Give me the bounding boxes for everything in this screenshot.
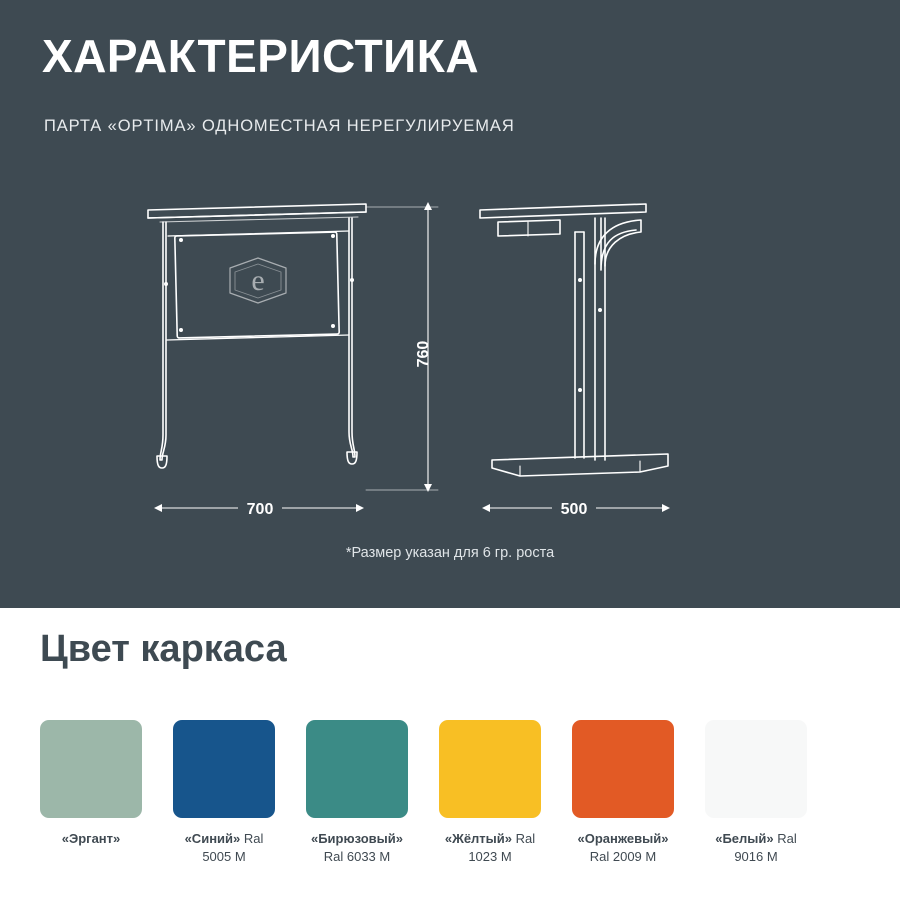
swatch-list <box>40 720 866 865</box>
color-swatch-orange[interactable] <box>572 720 674 818</box>
swatch-caption <box>173 830 275 865</box>
size-note: *Размер указан для 6 гр. роста <box>345 545 555 561</box>
list-item[interactable] <box>40 720 142 865</box>
product-subtitle: ПАРТА «OPTIMA» ОДНОМЕСТНАЯ НЕРЕГУЛИРУЕМАЯ <box>44 117 515 135</box>
color-swatch-blue[interactable] <box>173 720 275 818</box>
swatch-name: «Оранжевый» <box>577 831 669 846</box>
color-swatch-white[interactable] <box>705 720 807 818</box>
swatch-caption <box>306 830 408 865</box>
swatch-caption <box>439 830 541 865</box>
dimension-height-label: 760 <box>415 340 432 368</box>
swatch-name: «Белый» <box>715 831 774 846</box>
list-item[interactable] <box>572 720 674 865</box>
color-swatch-turquoise[interactable] <box>306 720 408 818</box>
list-item[interactable] <box>306 720 408 865</box>
swatch-code: Ral 5005 М <box>202 831 264 864</box>
dimension-width-label: 700 <box>246 501 274 518</box>
swatch-code: Ral 6033 М <box>323 848 391 864</box>
side-base <box>492 454 668 476</box>
swatch-name: «Жёлтый» <box>444 831 513 846</box>
color-swatch-ergant[interactable] <box>40 720 142 818</box>
swatch-name: «Бирюзовый» <box>310 831 403 846</box>
list-item[interactable] <box>173 720 275 865</box>
page-title: ХАРАКТЕРИСТИКА <box>42 30 480 82</box>
svg-text:e: e <box>251 264 265 297</box>
front-left-leg <box>160 222 166 460</box>
frame-color-section <box>0 608 900 900</box>
color-swatch-yellow[interactable] <box>439 720 541 818</box>
swatch-name: «Эргант» <box>61 831 121 846</box>
dimension-depth-label: 500 <box>560 501 588 518</box>
drawing-svg <box>0 160 900 580</box>
side-post-outer <box>601 218 636 270</box>
swatch-name: «Синий» <box>184 831 241 846</box>
swatch-caption <box>705 830 807 865</box>
brand-hex-logo <box>230 258 286 303</box>
swatch-caption <box>40 830 142 848</box>
side-tabletop <box>480 204 646 218</box>
swatch-code: Ral 1023 М <box>468 831 536 864</box>
side-rear-leg <box>575 232 584 458</box>
side-bolts <box>578 278 602 392</box>
swatch-caption <box>572 830 674 865</box>
front-tabletop <box>148 204 366 218</box>
list-item[interactable] <box>439 720 541 865</box>
swatch-code: Ral 9016 М <box>734 831 797 864</box>
frame-color-title: Цвет каркаса <box>40 628 287 670</box>
swatch-code: Ral 2009 М <box>589 848 657 864</box>
front-right-leg <box>349 218 355 457</box>
technical-drawing <box>0 160 900 580</box>
list-item[interactable] <box>705 720 807 865</box>
side-bracket <box>498 220 560 236</box>
